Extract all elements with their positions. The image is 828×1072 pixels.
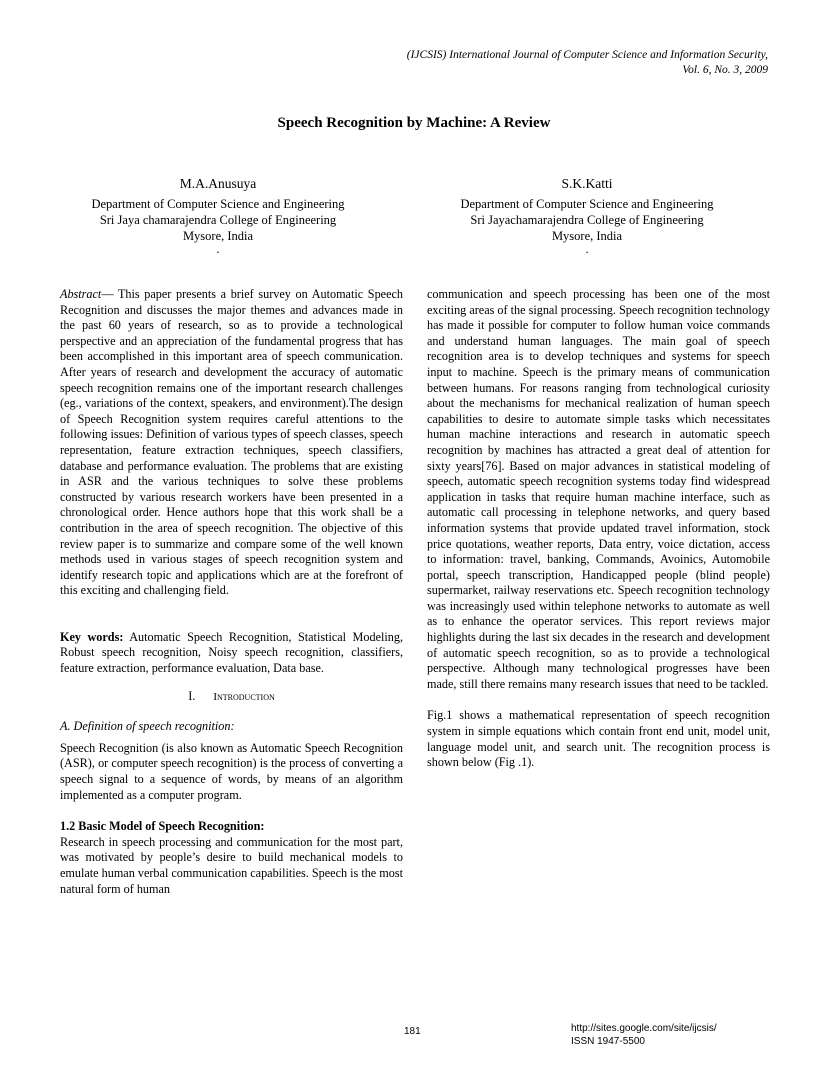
abstract [60,287,403,599]
keywords [60,630,403,677]
left-column [60,287,403,897]
author-block-2 [417,176,757,254]
abstract-label: Abstract [60,287,102,301]
section-title: Introduction [213,690,275,703]
author-block-1 [48,176,388,254]
section-heading-introduction [60,689,403,706]
intro-paragraph: communication and speech processing has been one of the most exciting areas of the signal processing. Speech recognition technology has made it possible for computer to follow human voice commands and understand human languages. The main goal of speech recognition area is to develop techniques and systems for speech input to machine. Speech is the primary means of communication between humans. For reasons ranging from technological curiosity about the mechanisms for mechanical realization of human speech capabilities to desire to automate simple tasks which necessitates human machine interactions and research in automatic speech recognition by machines has attracted a great deal of attention for sixty years[76]. Based on major advances in statistical modeling of speech, automatic speech recognition systems today find widespread application in tasks that require human machine interface, such as automatic call processing in telephone networks, and query based information systems that provide updated travel information, stock price quotations, weather reports, Data entry, voice dictation, access to information: travel, banking, Commands, Avoinics, Automobile portal, speech transcription, Handicapped people (blind people) supermarket, railway reservations etc. Speech recognition technology was increasingly used within telephone networks to automate as well as to enhance the operator services. This report reviews major highlights during the last six decades in the research and development of automatic speech recognition, so as to provide a technological perspective. Although many technological progresses have been made, still there remains many research issues that need to be tackled. [427,287,770,691]
footer-issn: ISSN 1947-5500 [571,1036,645,1047]
author-location: Mysore, India [551,229,623,243]
section-number: I. [188,688,196,703]
author-college: Sri Jayachamarajendra College of Engineering [470,213,704,227]
figure-reference-paragraph: Fig.1 shows a mathematical representation of speech recognition system in simple equations which contain front end unit, model unit, language model unit, and search unit. The recognition process is shown below (Fig .1). [427,708,770,770]
author-mark: . [585,242,589,256]
author-college: Sri Jaya chamarajendra College of Engineering [99,213,337,227]
author-dept: Department of Computer Science and Engineering [91,197,345,211]
author-location: Mysore, India [182,229,254,243]
definition-paragraph: Speech Recognition (is also known as Automatic Speech Recognition (ASR), or computer speech recognition) is the process of converting a speech signal to a sequence of words, by means of an algorithm implemented as a computer program. [60,740,403,802]
author-name: S.K.Katti [561,176,613,191]
author-dept: Department of Computer Science and Engineering [460,197,714,211]
footer-url: http://sites.google.com/site/ijcsis/ [571,1023,717,1034]
author-name: M.A.Anusuya [179,176,257,191]
journal-header [268,48,768,78]
journal-name: (IJCSIS) International Journal of Computer Science and Information Security, [406,49,768,61]
keywords-text: Automatic Speech Recognition, Statistical Modeling, Robust speech recognition, Noisy speech recognition, classifiers, feature extraction, performance evaluation, Data base. [60,629,403,676]
subsection-heading-basic-model: 1.2 Basic Model of Speech Recognition: [60,819,265,834]
abstract-text: This paper presents a brief survey on Automatic Speech Recognition and discusses the major themes and advances made in the past 60 years of research, so as to provide a technological perspective and an appreciation of the fundamental progress that has been accomplished in this important area of speech communication. After years of research and development the accuracy of automatic speech recognition remains one of the important research challenges (eg., variations of the context, speakers, and environment).The design of Speech Recognition system requires careful attentions to the following issues: Definition of various types of speech classes, speech representation, feature extraction techniques, speech classifiers, database and performance evaluation. The problems that are existing in ASR and the various techniques to solve these problems constructed by various research workers have been presented in a chronological order. Hence authors hope that this work shall be a contribution in the area of speech recognition. The objective of this review paper is to summarize and compare some of the well known methods used in various stages of speech recognition system and identify research topic and applications which are at the forefront of this exciting and challenging field. [60,287,404,598]
right-column [427,287,770,771]
footer-info [571,1022,717,1048]
author-mark: . [216,242,220,256]
journal-volume: Vol. 6, No. 3, 2009 [682,64,768,76]
subsection-heading-definition: A. Definition of speech recognition: [60,719,235,734]
page-number: 181 [404,1026,421,1037]
keywords-label: Key words: [60,629,124,644]
paper-title: Speech Recognition by Machine: A Review [277,115,551,131]
basic-model-paragraph: Research in speech processing and communication for the most part, was motivated by people’s desire to build mechanical models to emulate human verbal communication capabilities. Speech is the most natural form of human [60,834,403,896]
abstract-dash: — [101,287,118,301]
